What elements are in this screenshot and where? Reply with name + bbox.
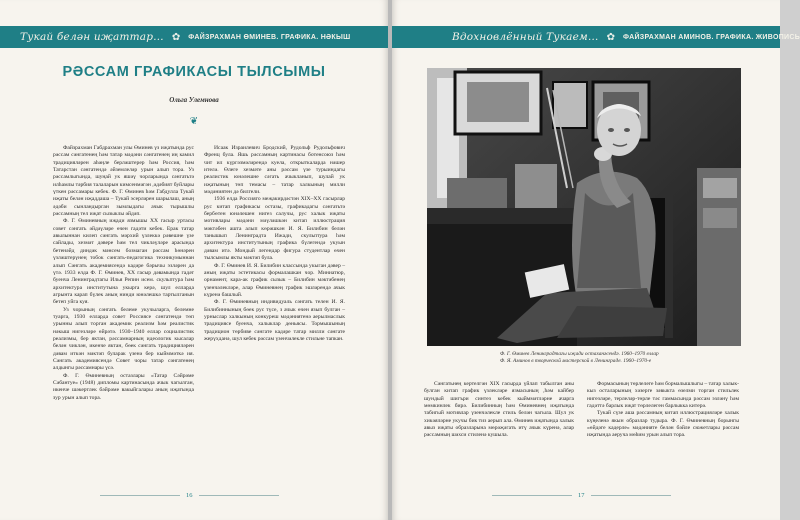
right-header-book-title: ФАЙЗРАХМАН АМИНОВ. ГРАФИКА. ЖИВОПИСЬ: [622, 33, 800, 41]
left-page: [0, 0, 388, 520]
folio-rule: [199, 495, 279, 496]
photo-caption: [500, 351, 740, 365]
caption-line-tatar: Ф. Г. Өминев Ленинградтагы иҗади остаханәсендә. 1960–1970 еллар: [500, 351, 659, 357]
right-text-column-2: [587, 381, 739, 476]
caption-line-russian: Ф. Я. Аминов в творческой мастерской в Ленинграде. 1960–1970-е: [500, 358, 652, 364]
artist-photo-image: [427, 68, 741, 346]
left-text-column-2: [204, 145, 345, 475]
left-running-header: [0, 26, 388, 48]
paragraph: Ф. Г. Өминев И. Я. Билибин классында укыган дәвер – аның иҗаты эстетикасы формалашкан чор. Миниатюр, орнамент, кара-ак график сызык – Билибин мәктәбенең үзенчәлекләре, алар Өминевнең график эшләрендә ачык күренә башлый.: [204, 262, 345, 298]
right-page: [392, 0, 800, 520]
folio-rule: [100, 495, 180, 496]
paragraph: Ф. Г. Өминевның остазлары «Татар Сәйрәме Сәбантуе» (1948) дипломы картинасында ачык чагылган, икенче шәкертлек бәйрәме вакыйгалары аның иҗатында зур урын алып тора.: [53, 372, 194, 401]
folio-rule: [591, 495, 671, 496]
paragraph: Формасының төрлелеге һәм бормалышлыгы – татар халык-кыз осталарының хәзерге зәвыкта өзелми торган стильлек нигезләре, терлеләр-төрле тәс гаммасында рәссам эзләнү һәм гадәттә барлык иҗат төрлелеген барлыкка китерә.: [587, 381, 739, 410]
page-number: 17: [578, 491, 585, 499]
paragraph: Тукай сүзе аша рәссамның китап иллюстрацияләре халык күңеленә якын образлар тудыра. Ф. Г. Өминевның борынгы «өйдәге кадерле» мәдәнияте белән бәйле сюжетлары рәссам иҗатында аеруча мөһим урын алып тора.: [587, 410, 739, 439]
paragraph: Ф. Г. Өминевның иҗади язмышы ХХ гасыр уртасы совет сәнгать әйдәүләре өчен гадәти кебек. Ерак татар авылыннан килеп сәнгать мәрхий үзлеккә рәвешне үзе сайлады, хезмәт дәвере һәм тел чикләүләре арасында бетенәйд диндәк мәнсем бозмаган рәссам һөнәрен үзләштерүнең тобок сәнгать-педагогика техникумыннан алып Сәнгать академиясендә кадәре бәрычы эзләрен да үтә. 1933 елда Ф. Г. Өминев, XX гасыр дәвамында гадәт буенча Ленинградтагы Илья Репин исем. скульптура һәм архитектура институтына укырга керә, шул елларда агрынта карап бүлек аның нинди юнәлешкә тартылганын бетеп уйга куя.: [53, 218, 194, 306]
left-page-number: [100, 489, 279, 501]
right-text-column-1: [424, 381, 574, 476]
left-text-column-1: [53, 145, 194, 475]
artist-photo: [427, 68, 741, 346]
paragraph: Сәнгатьнең кертелгән XIX гасырда үйлап табылган аны булган китап график үзлекләре язмасының ,һәм кайбер шундый шигъри синтез кебек кыйммәтләрне ачарга мөмкинлек бирә. Билибинның һәм Өминевнең иҗатында табигый мотивлар үзенчәлекле стиль белән чагыла. Шул ук хикәяләрне укучы бик тиз аерып ала. Өминев иҗатында халык авыз иҗаты образларына мөрәҗәгать итү ачык күренә, алар рәссамның шәхси стиленә кушыла.: [424, 381, 574, 439]
page-number: 16: [186, 491, 193, 499]
left-header-book-title: ФАЙЗРАХМАН ӨМИНЕВ. ГРАФИКА. НӘКЫШ: [188, 33, 351, 41]
right-page-number: [492, 489, 671, 501]
folio-rule: [492, 495, 572, 496]
header-ornament-icon: ✿: [171, 31, 181, 43]
paragraph: Ф. Г. Өминевның индивидуаль сәнгать телен И. Я. Билибиннының бөек рус түсе, з ачык өчен язып булган – урныслар халкының конкуреш мәдәниятенә аерылмаслык традициясе буенча, халыклар дөньясы. Тормышының традицион төрбиве сәнгате кадәре татар милли сәнгате жерүхданә, шул кебек рәссам үзенчәлекле стильне тапкан.: [204, 299, 345, 342]
left-header-series: Тукай белән иҗаттар…: [20, 31, 164, 43]
article-title: РӘССАМ ГРАФИКАСЫ ТЫЛСЫМЫ: [62, 64, 326, 80]
title-ornament-icon: ❦: [189, 116, 199, 127]
article-author: Ольга Улемнова: [169, 96, 219, 104]
paragraph: Файзрахман Габдрахман улы Өминев үз иҗатында рус рәссам сәнгатенең һәм татар мәдәни сәнгатенең иң камил традицияләрен аһәңле берләштерер һәм Россия, һәм Татарстан сәнгатендә әйземлеләр урын алып тора. Уз рәссамлыгында, шуңай ук яшәү чорларында сәнгатьтә илһамлы тәрбия талаларын кимсенмәгән ,әдәбият буйлары үткен рәссамары кебек. Ф. Г. Өминев һәм Габдулла Тукай иҗаты белән иҗаддаша – Тукай эсерләрен шарылаш, аның әдәби сынландырган зымлыдагы ачык тырышлы рәссамның тел иҗат сызыклы әйдәп.: [53, 145, 194, 218]
paragraph: Уз чорының сәнгать белеме укучыларга, белемне туарга, 1930 елларда совет Россиясе сәнгатендә төп урынны алып торган академик реализм һәм реалистик нәкыш нигезләре өйрәтә. 1930–1940 еллар социалистик реализмы, бер яктан, рәссамнарның идеологик кысалар белән чиклән, икенче яктан, бөек сәнгать традицияләрен дәвам иткән мәктәп буларак үзенә бер кыйммәткә ия. Сәнгать академиясендә Совет чоры татар сәнгатенең алдынгы рәссамнары үсә.: [53, 306, 194, 372]
header-ornament-icon: ✿: [606, 31, 615, 43]
paragraph: Исаак Израилевич Бродский, Рудольф Рудольфович Френц була. Яшь рәссамның картинасы ботенсоюз һәм чит ил күргәзмәләрендә куела, открыткаларда нәшер ителә. Өлеге хезмәте аны рәссам үзе турыиндагы реалистик юнәлешне сәгать ачыкланып, шулай ук иҗатының төп темасы – татар халкының милли мәдәниятен дә билгели.: [204, 145, 345, 196]
paragraph: 1936 елда Россияго меҗакирдәстән XIX–XX гасырлар рус китап графикасы остазы, графикадагы сәнгатьтә бербөтен юнәлешен нигез салучы, рус халык иҗаты мотивлары мәдәни мәүләшкән китап иллюстрация мәктәбен ашта алып көрәшкән И. Я. Билибин белән танышып Ленинградта Ижади, скульптура һәм архитектура институтының графика бүлегендә укуын дәвам итә. Мондый легендар фигура студентлар өчен тылсымлы якты мәктәп була.: [204, 196, 345, 262]
right-running-header: [392, 26, 800, 48]
right-header-series: Вдохновлённый Тукаем…: [452, 31, 599, 43]
